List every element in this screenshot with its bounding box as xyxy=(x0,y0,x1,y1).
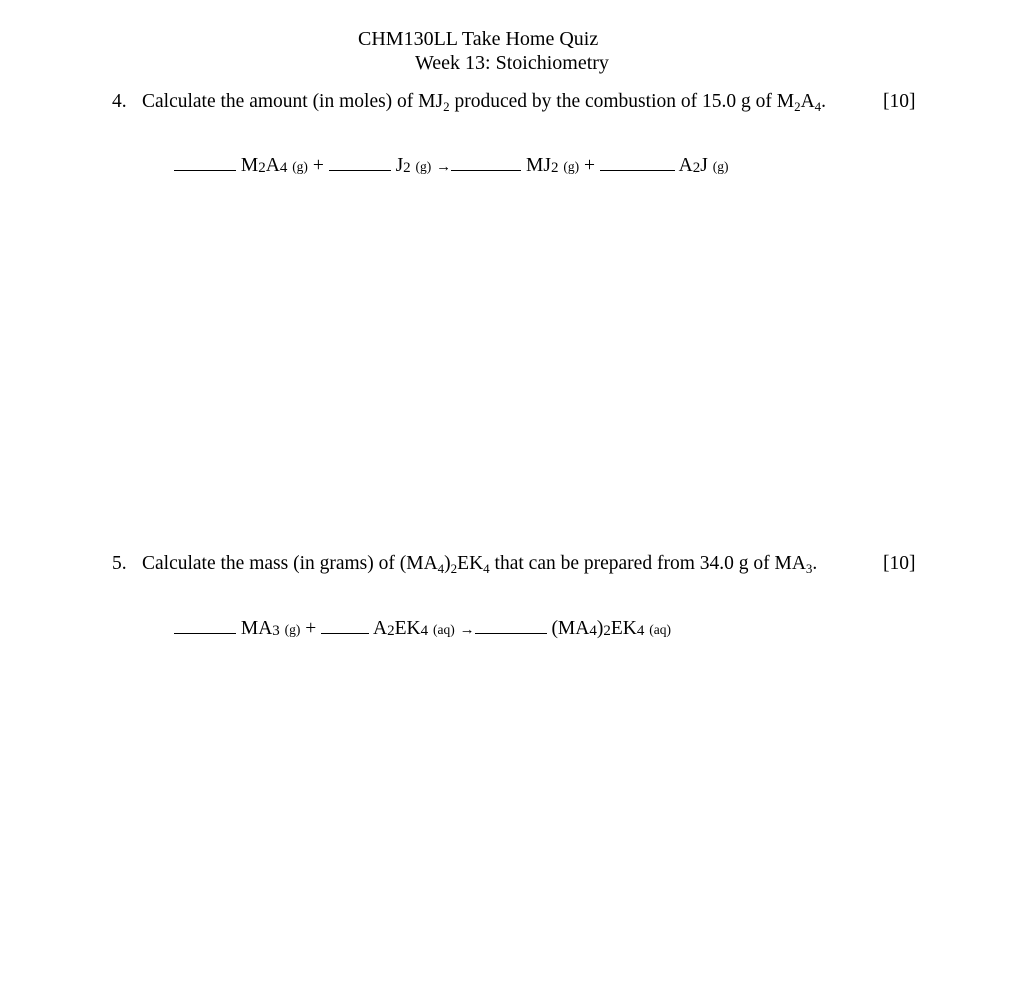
coefficient-blank-7[interactable] xyxy=(475,619,547,634)
coefficient-blank-5[interactable] xyxy=(174,619,236,634)
eq4-product2: A2J xyxy=(678,155,708,176)
q4-sub1: 2 xyxy=(443,99,450,114)
eq4-plus1: + xyxy=(312,155,324,176)
q5-text-end: . xyxy=(812,553,818,574)
q4-text-mid: produced by the combustion of 15.0 g of M xyxy=(449,91,795,112)
eq4-reactant1: M2A4 xyxy=(240,155,288,176)
q5-sub4: 3 xyxy=(805,561,813,576)
eq5-plus1: + xyxy=(305,618,317,639)
question-5-number: 5. xyxy=(112,553,127,574)
eq4-reactant2: J2 xyxy=(395,155,411,176)
eq5-reactant1: MA3 xyxy=(240,618,280,639)
q4-text-mid2: A xyxy=(800,91,815,112)
eq4-product2-state: (g) xyxy=(712,159,729,174)
question-5-text xyxy=(142,553,817,576)
coefficient-blank-4[interactable] xyxy=(600,156,675,171)
q4-text-pre: Calculate the amount (in moles) of MJ xyxy=(142,91,444,112)
coefficient-blank-2[interactable] xyxy=(329,156,391,171)
equation-4 xyxy=(174,155,728,178)
reaction-arrow-icon: → xyxy=(459,622,475,638)
eq4-reactant2-state: (g) xyxy=(415,159,432,174)
eq4-product1: MJ2 xyxy=(526,155,559,176)
q4-sub2: 2 xyxy=(794,99,801,114)
q5-text-pre: Calculate the mass (in grams) of (MA xyxy=(142,553,438,574)
coefficient-blank-1[interactable] xyxy=(174,156,236,171)
eq4-product1-state: (g) xyxy=(563,159,580,174)
q5-text-mid2: EK xyxy=(457,553,484,574)
q5-text-mid3: that can be prepared from 34.0 g of MA xyxy=(489,553,806,574)
q5-sub3: 4 xyxy=(483,561,490,576)
coefficient-blank-6[interactable] xyxy=(321,619,369,634)
question-4-text xyxy=(142,91,826,114)
eq5-product1-state: (aq) xyxy=(649,622,671,637)
q5-sub1: 4 xyxy=(437,561,445,576)
question-4-points: [10] xyxy=(883,91,916,112)
question-5-points: [10] xyxy=(883,553,916,574)
question-4-number: 4. xyxy=(112,91,127,112)
reaction-arrow-icon: → xyxy=(436,159,452,175)
q5-sub2: 2 xyxy=(450,561,458,576)
eq4-reactant1-state: (g) xyxy=(292,159,308,174)
quiz-subtitle: Week 13: Stoichiometry xyxy=(415,52,609,74)
q5-text-mid: ) xyxy=(444,553,451,574)
eq5-reactant1-state: (g) xyxy=(284,622,301,637)
eq4-plus2: + xyxy=(583,155,595,176)
eq5-reactant2-state: (aq) xyxy=(432,622,455,637)
q4-sub3: 4 xyxy=(814,99,822,114)
eq5-reactant2: A2EK4 xyxy=(372,618,429,639)
coefficient-blank-3[interactable] xyxy=(451,156,521,171)
quiz-title: CHM130LL Take Home Quiz xyxy=(358,28,599,50)
equation-5 xyxy=(174,618,671,641)
eq5-product1: (MA4)2EK4 xyxy=(551,618,645,639)
q4-text-end: . xyxy=(821,91,827,112)
